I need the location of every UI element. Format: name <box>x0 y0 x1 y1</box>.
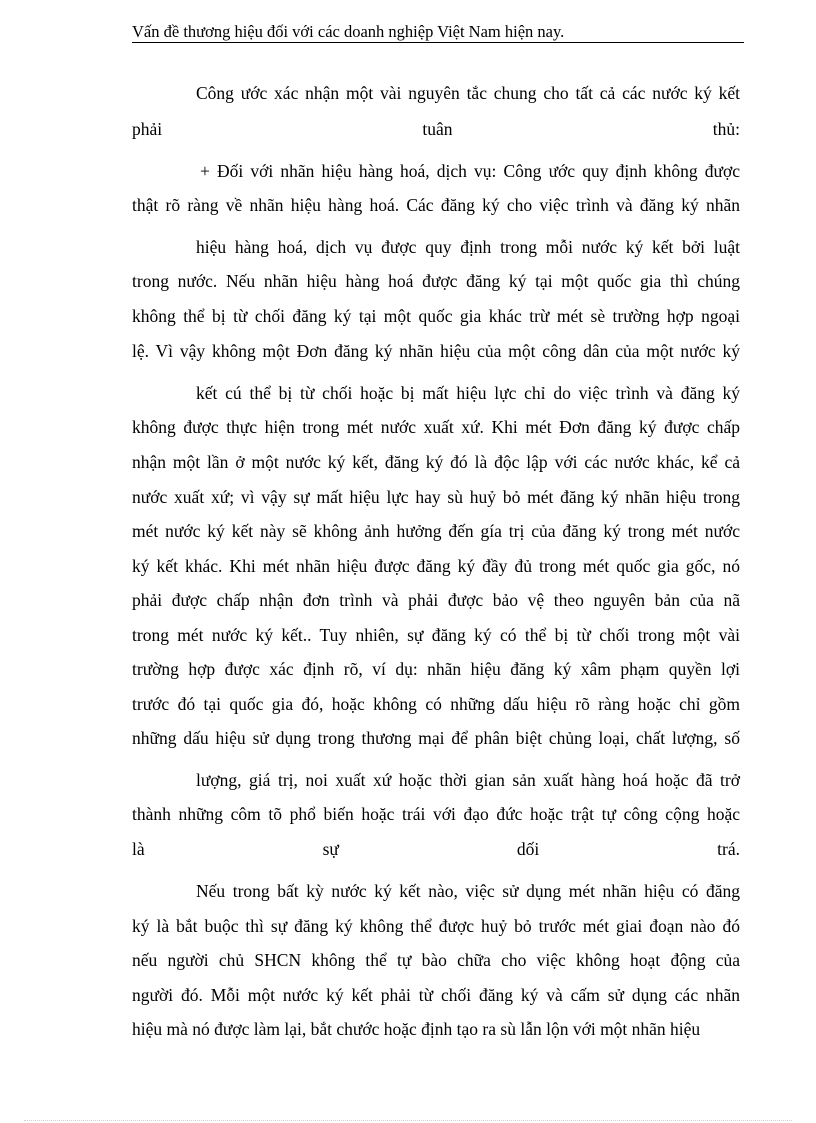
text-line: trước đó tại quốc gia đó, hoặc không có những dấu hiệu rõ ràng hoặc chỉ gồm <box>132 694 740 714</box>
text-line: phải được chấp nhận đơn trình và phải được bảo vệ theo nguyên bản của nã <box>132 590 740 610</box>
text-line: nhận một lần ở một nước ký kết, đăng ký đó là độc lập với các nước khác, kể cả <box>132 452 740 472</box>
text-line: ký kết khác. Khi mét nhãn hiệu được đăng ký đầy đủ trong mét quốc gia gốc, nó <box>132 556 740 576</box>
text-line: lệ. Vì vậy không một Đơn đăng ký nhãn hiệu của một công dân của một nước ký <box>132 341 740 361</box>
text-line: Nếu trong bất kỳ nước ký kết nào, việc sử dụng mét nhãn hiệu có đăng <box>196 881 740 901</box>
text-line: trong nước. Nếu nhãn hiệu hàng hoá được đăng ký tại một quốc gia thì chúng <box>132 271 740 291</box>
text-line: người đó. Mỗi một nước ký kết phải từ chối đăng ký và cấm sử dụng các nhãn <box>132 985 740 1005</box>
text-line: hiệu mà nó được làm lại, bắt chước hoặc định tạo ra sù lẫn lộn với một nhãn hiệu <box>132 1019 701 1039</box>
text-line: thật rõ ràng về nhãn hiệu hàng hoá. Các đăng ký cho việc trình và đăng ký nhãn <box>132 195 740 215</box>
text-line: nếu người chủ SHCN không thể tự bào chữa cho việc không hoạt động của <box>132 950 740 970</box>
text-line: nước xuất xứ; vì vậy sự mất hiệu lực hay sù huỷ bỏ mét đăng ký nhãn hiệu trong <box>132 487 740 507</box>
page-footer-divider <box>24 1120 792 1121</box>
text-line: là sự dối trá. <box>132 839 740 859</box>
text-line: Công ước xác nhận một vài nguyên tắc chung cho tất cả các nước ký kết <box>196 83 740 103</box>
page-header-title: Vấn đề thương hiệu đối với các doanh nghiệp Việt Nam hiện nay. <box>132 22 744 43</box>
text-line: lượng, giá trị, noi xuất xứ hoặc thời gian sản xuất hàng hoá hoặc đã trở <box>196 770 740 790</box>
text-line: trong mét nước ký kết.. Tuy nhiên, sự đăng ký có thể bị từ chối trong một vài <box>132 625 740 645</box>
text-line: thành những côm tõ phổ biến hoặc trái với đạo đức hoặc trật tự công cộng hoặc <box>132 804 740 824</box>
text-line: những dấu hiệu sử dụng trong thương mại để phân biệt chủng loại, chất lượng, số <box>132 728 740 748</box>
text-line: kết cú thể bị từ chối hoặc bị mất hiệu lực chỉ do việc trình và đăng ký <box>196 383 740 403</box>
text-line: phải tuân thủ: <box>132 119 740 139</box>
text-line: không thể bị từ chối đăng ký tại một quốc gia khác trừ mét sè trường hợp ngoại <box>132 306 740 326</box>
text-line: trường hợp được xác định rõ, ví dụ: nhãn hiệu đăng ký xâm phạm quyền lợi <box>132 659 740 679</box>
text-line: hiệu hàng hoá, dịch vụ được quy định trong mỗi nước ký kết bởi luật <box>196 237 740 257</box>
text-line: không được thực hiện trong mét nước xuất xứ. Khi mét Đơn đăng ký được chấp <box>132 417 740 437</box>
text-line: + Đối với nhãn hiệu hàng hoá, dịch vụ: Công ước quy định không được <box>200 161 740 181</box>
text-line: ký là bắt buộc thì sự đăng ký không thể được huỷ bỏ trước mét giai đoạn nào đó <box>132 916 740 936</box>
text-line: mét nước ký kết này sẽ không ảnh hưởng đến gía trị của đăng ký trong mét nước <box>132 521 740 541</box>
